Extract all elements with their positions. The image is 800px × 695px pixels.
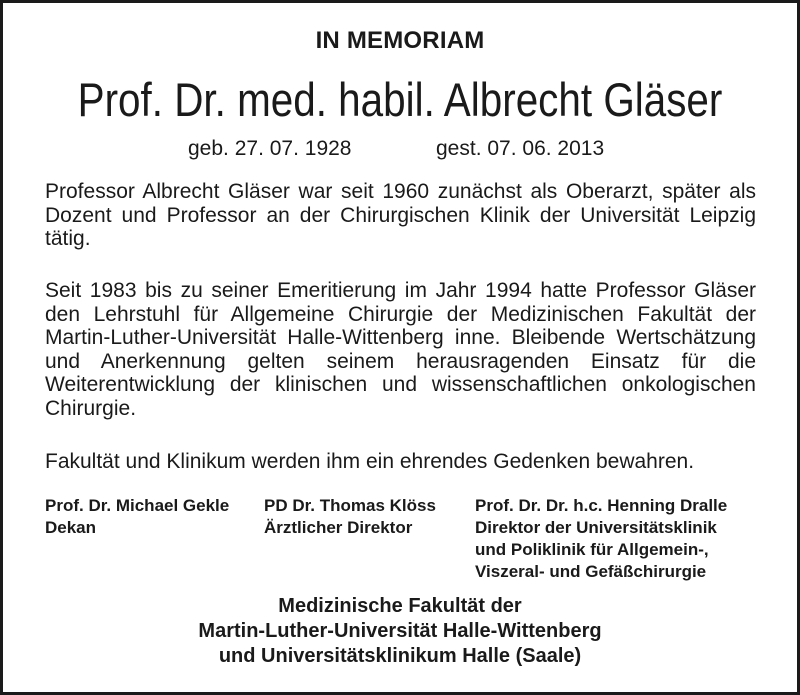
footer-line: und Universitätsklinikum Halle (Saale) bbox=[218, 645, 582, 667]
career-paragraph: Professor Albrecht Gläser war seit 1960 zunächst als Oberarzt, später als Dozent und Professor an der Chirurgischen Klinik der Universität Leipzig tätig. bbox=[45, 180, 756, 250]
footer-line: Martin-Luther-Universität Halle-Wittenberg bbox=[198, 620, 602, 642]
signatory-role: Viszeral- und Gefäßchirurgie bbox=[475, 562, 707, 581]
signatory-role: Ärztlicher Direktor bbox=[264, 518, 413, 537]
signatory-medical-director bbox=[264, 495, 436, 539]
signatory-dean bbox=[45, 495, 229, 539]
signatory-role: Direktor der Universitätsklinik bbox=[475, 518, 717, 537]
remembrance-paragraph: Fakultät und Klinikum werden ihm ein ehrendes Gedenken bewahren. bbox=[45, 450, 695, 473]
signatory-role: Dekan bbox=[45, 518, 97, 537]
chair-paragraph: Seit 1983 bis zu seiner Emeritierung im Jahr 1994 hatte Professor Gläser den Lehrstuhl für Allgemeine Chirurgie der Medizinischen Fakultät der Martin-Luther-Universität Halle-Wittenberg inne. Bleibende Wertschätzung und Anerkennung gelten seinem herausragenden Einsatz für die Weiterentwicklung der klinischen und wissenschaftlichen onkologischen Chirurgie. bbox=[45, 279, 756, 420]
notice-heading: IN MEMORIAM bbox=[315, 27, 485, 54]
institution-footer bbox=[0, 594, 800, 669]
death-date: gest. 07. 06. 2013 bbox=[436, 137, 605, 160]
birth-date: geb. 27. 07. 1928 bbox=[188, 137, 352, 160]
signatory-role: und Poliklinik für Allgemein-, bbox=[475, 540, 709, 559]
signatory-clinic-director bbox=[475, 495, 727, 583]
signatory-name: Prof. Dr. Michael Gekle bbox=[45, 496, 230, 515]
signatory-name: Prof. Dr. Dr. h.c. Henning Dralle bbox=[475, 496, 728, 515]
signatory-name: PD Dr. Thomas Klöss bbox=[264, 496, 436, 515]
footer-line: Medizinische Fakultät der bbox=[278, 595, 522, 617]
deceased-name: Prof. Dr. med. habil. Albrecht Gläser bbox=[77, 73, 723, 126]
